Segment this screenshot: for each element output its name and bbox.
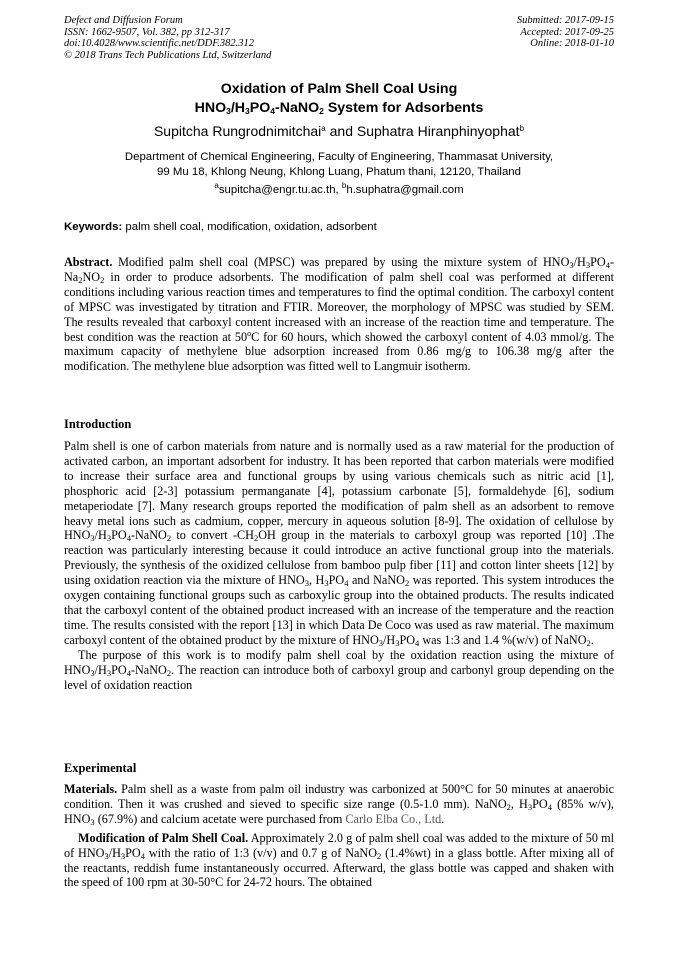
author-list: Supitcha Rungrodnimitchai$^a$ and Suphatra Hiranphinyophat$^b$ <box>153 123 525 139</box>
journal-header-left <box>64 15 271 61</box>
journal-header-right <box>517 15 614 50</box>
intro-paragraph-2: The purpose of this work is to modify palm shell coal by the oxidation reaction using the mixture of $HNO_3/H_3PO_4-NaNO_2$. The reaction can introduce both of carboxyl group and carbonyl group depending on the level of oxidation reaction <box>64 647 614 692</box>
introduction-heading: Introduction <box>64 417 132 431</box>
accepted-date: Accepted: 2017-09-25 <box>520 26 614 38</box>
submitted-date: Submitted: 2017-09-15 <box>516 15 614 26</box>
title-line-1: Oxidation of Palm Shell Coal Using <box>220 81 458 97</box>
materials-paragraph: Materials. Palm shell as a waste from palm oil industry was carbonized at 500°C for 50 minutes at anaerobic condition. Then it was crushed and sieved to specific size range (0.5-1.0 mm). NaNO$_2$, $H_3PO_4$ (85% w/v), $HNO_3$ (67.9%) and calcium acetate were purchased from Carlo Elba Co., Ltd. <box>64 782 614 827</box>
doi-line[interactable]: doi:10.4028/www.scientific.net/DDF.382.312 <box>64 38 255 50</box>
author-2: Suphatra Hiranphinyophat <box>356 123 520 139</box>
online-date: Online: 2018-01-10 <box>530 38 614 50</box>
abstract: Abstract. Modified palm shell coal (MPSC) was prepared by using the mixture system of $HNO_3/H_3PO_4-Na_2NO_2$ in order to produce adsorbents. The modification of palm shell coal was performed at different conditions including various reaction times and temperatures to find the optimal condition. The carboxyl content of MPSC was investigated by titration and FTIR. Moreover, the morphology of MPSC was studied by SEM. The results revealed that carboxyl content increased with an increase of the reaction time and temperature. The best condition was the reaction at 50$^o$C for 60 hours, which showed the carboxyl content of 4.03 mmol/g. The maximum capacity of methylene blue adsorption increased from 0.86 mg/g to 106.38 mg/g after the modification. The methylene blue adsorption was fitted well to Langmuir isotherm. <box>64 255 614 374</box>
keywords-label: Keywords: <box>64 221 123 233</box>
experimental-body <box>64 782 614 890</box>
abstract-label: Abstract. <box>64 255 113 269</box>
journal-name: Defect and Diffusion Forum <box>64 15 183 26</box>
copyright-line: © 2018 Trans Tech Publications Ltd, Switzerland <box>64 49 272 61</box>
intro-paragraph-1: Palm shell is one of carbon materials from nature and is normally used as a raw material for the production of activated carbon, an important adsorbent for industry. It has been reported that carbon materials were modified to increase their surface area and functional groups by using various chemicals such as nitric acid [1], phosphoric acid [2-3] potassium permanganate [4], potassium carbonate [5], formaldehyde [6], sodium metaperiodate [7]. Many research groups reported the modification of palm shell as an adsorbent to remove heavy metal ions such as cadmium, copper, mercury in aqueous solution [8-9]. The oxidation of cellulose by $HNO_3/H_3PO_4-NaNO_2$ to convert $-CH_2OH$ group in the materials to carboxyl group was reported [10] .The reaction was particularly interesting because it could introduce an active functional group into the materials. Previously, the synthesis of the oxidized cellulose from bamboo pulp fiber [11] and cotton linter sheets [12] by using oxidation reaction via the mixture of $HNO_3$, $H_3PO_4$ and NaNO$_2$ was reported. This system introduces the oxygen containing functional groups such as carboxylic group into the obtained products. The results indicated that the carboxyl content of the obtained product increased with an increase of the temperature and the reaction time. The results consisted with the report [13] in which Data De Coco was used as raw material. The maximum carboxyl content of the obtained product by the mixture of $HNO_3/H_3PO_4$ was 1:3 and 1.4 %(w/v) of NaNO$_2$. <box>64 439 615 648</box>
title-line-2: $HNO_3/H_3PO_4-NaNO_2$ System for Adsorbents <box>194 100 484 116</box>
email-a: supitcha@engr.tu.ac.th, <box>218 184 342 196</box>
affiliation: Department of Chemical Engineering, Faculty of Engineering, Thammasat University, 99 Mu 18, Khlong Neung, Khlong Luang, Phatum thani, 12120, Thailand <box>124 151 554 178</box>
keywords <box>64 220 624 234</box>
email-b: h.suphatra@gmail.com <box>346 184 464 196</box>
introduction-body <box>64 439 614 692</box>
issn-line: ISSN: 1662-9507, Vol. 382, pp 312-317 <box>64 26 230 38</box>
experimental-heading: Experimental <box>64 761 137 775</box>
paper-title <box>0 80 678 118</box>
author-1: Supitcha Rungrodnimitchai <box>153 123 322 139</box>
author-emails[interactable]: $^a$supitcha@engr.tu.ac.th, $^b$h.suphatra@gmail.com <box>214 181 464 196</box>
keywords-text: palm shell coal, modification, oxidation, adsorbent <box>122 221 377 233</box>
modification-paragraph: Modification of Palm Shell Coal. Approximately 2.0 g of palm shell coal was added to the mixture of 50 ml of $HNO_3/H_3PO_4$ with the ratio of 1:3 (v/v) and 0.7 g of NaNO$_2$ (1.4%wt) in a glass bottle. After mixing all of the reactants, reddish fume instantaneously occurred. Afterward, the glass bottle was capped and shaken with the speed of 100 rpm at 30-50°C for 24-72 hours. The obtained <box>64 830 614 890</box>
